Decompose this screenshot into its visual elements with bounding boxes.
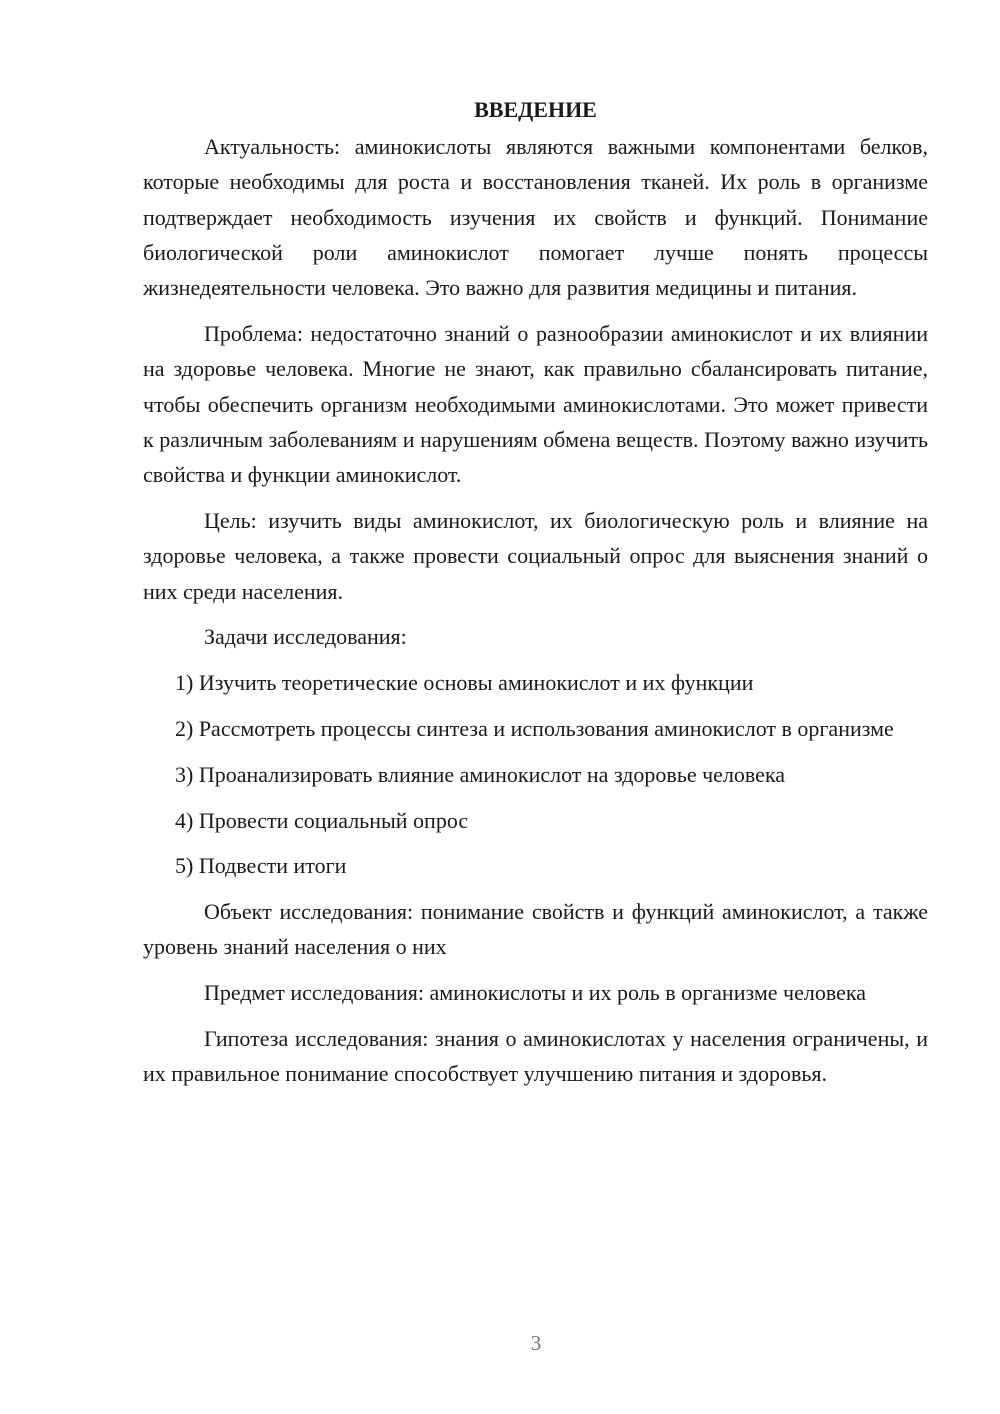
task-item: 1) Изучить теоретические основы аминокислот и их функции: [175, 670, 754, 696]
problem-paragraph: Проблема: недостаточно знаний о разнообразии аминокислот и их влиянии на здоровье человека. Многие не знают, как правильно сбалансировать питание, чтобы обеспечить организм необходимыми аминокислотами. Это может привести к различным заболеваниям и нарушениям обмена веществ. Поэтому важно изучить свойства и функции аминокислот.: [143, 320, 928, 488]
object-paragraph: Объект исследования: понимание свойств и функций аминокислот, а также уровень знаний населения о них: [143, 899, 928, 960]
page-number: 3: [530, 1331, 542, 1355]
page-title: ВВЕДЕНИЕ: [474, 97, 597, 122]
task-item: 5) Подвести итоги: [175, 853, 347, 879]
document-page: [143, 92, 928, 1092]
tasks-heading: Задачи исследования:: [204, 624, 407, 650]
task-item: 2) Рассмотреть процессы синтеза и использования аминокислот в организме: [175, 715, 894, 741]
task-item: 3) Проанализировать влияние аминокислот на здоровье человека: [175, 761, 786, 787]
goal-paragraph: Цель: изучить виды аминокислот, их биологическую роль и влияние на здоровье человека, а также провести социальный опрос для выяснения знаний о них среди населения.: [143, 507, 928, 604]
subject-paragraph: Предмет исследования: аминокислоты и их роль в организме человека: [204, 980, 866, 1006]
task-item: 4) Провести социальный опрос: [175, 807, 469, 833]
hypothesis-paragraph: Гипотеза исследования: знания о аминокислотах у населения ограничены, и их правильное понимание способствует улучшению питания и здоровья.: [143, 1026, 928, 1087]
relevance-paragraph: Актуальность: аминокислоты являются важными компонентами белков, которые необходимы для роста и восстановления тканей. Их роль в организме подтверждает необходимость изучения их свойств и функций. Понимание биологической роли аминокислот помогает лучше понять процессы жизнедеятельности человека. Это важно для развития медицины и питания.: [143, 134, 928, 301]
